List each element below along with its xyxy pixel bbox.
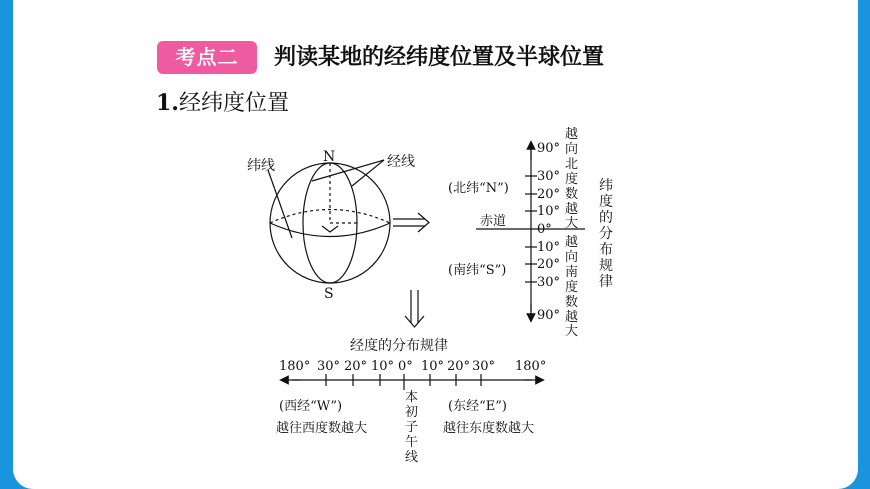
prime-meridian-char: 线 xyxy=(405,450,419,465)
equator-label: 赤道 xyxy=(480,214,507,229)
longitude-scale xyxy=(284,374,540,390)
lat-title-char: 律 xyxy=(599,274,613,290)
lat-title-char: 布 xyxy=(599,242,613,258)
north-rule-text xyxy=(565,126,578,231)
north-rule-char: 数 xyxy=(565,187,579,202)
lat-title-char: 纬 xyxy=(599,178,613,194)
weft-label: 纬线 xyxy=(247,158,275,174)
lat-south-tick-0: 10° xyxy=(537,240,561,255)
south-rule-char: 南 xyxy=(565,265,579,280)
lon-tick-west-180: 180° xyxy=(279,359,311,374)
lon-tick-west-20: 20° xyxy=(344,359,368,374)
section-title: 判读某地的经纬度位置及半球位置 xyxy=(274,45,605,70)
warp-label: 经线 xyxy=(387,154,415,170)
prime-meridian-char: 子 xyxy=(405,420,419,435)
west-hemisphere-label: (西经“W”) xyxy=(279,399,343,414)
lat-title-char: 规 xyxy=(599,258,613,274)
warp-leader-2 xyxy=(352,160,384,186)
latitude-rule-title xyxy=(599,177,613,290)
lat-north-tick-3: 10° xyxy=(537,204,561,219)
lat-south-tick-2: 30° xyxy=(537,275,561,290)
east-rule-text: 越往东度数越大 xyxy=(443,421,535,436)
lon-tick-east-180: 180° xyxy=(515,359,547,374)
north-pole-label: N xyxy=(323,149,336,165)
south-rule-char: 数 xyxy=(565,295,579,310)
lat-zero-tick: 0° xyxy=(537,222,552,237)
north-rule-char: 大 xyxy=(565,216,579,231)
double-arrow-down xyxy=(405,290,424,327)
lat-south-tick-1: 20° xyxy=(537,257,561,272)
west-rule-text: 越往西度数越大 xyxy=(276,421,368,436)
south-rule-char: 大 xyxy=(565,324,579,339)
north-rule-char: 北 xyxy=(565,157,579,172)
prime-meridian-char: 初 xyxy=(405,405,419,420)
east-hemisphere-label: (东经“E”) xyxy=(448,399,507,414)
north-rule-char: 越 xyxy=(565,202,579,217)
section-badge: 考点二 xyxy=(157,41,257,74)
lat-title-char: 分 xyxy=(599,226,613,242)
subtitle-text: 经纬度位置 xyxy=(178,91,289,116)
north-rule-char: 向 xyxy=(565,142,579,157)
lat-north-tick-1: 30° xyxy=(537,169,561,184)
longitude-rule-title: 经度的分布规律 xyxy=(350,338,448,354)
north-rule-char: 越 xyxy=(565,127,579,142)
lon-tick-east-10: 10° xyxy=(421,359,445,374)
prime-meridian-char: 本 xyxy=(405,390,419,405)
lat-north-tick-2: 20° xyxy=(537,187,561,202)
lon-tick-west-30: 30° xyxy=(317,359,341,374)
south-hemisphere-label: (南纬“S”) xyxy=(448,263,507,278)
south-rule-char: 越 xyxy=(565,235,579,250)
globe xyxy=(268,160,390,283)
angle-mark xyxy=(322,226,338,232)
south-pole-label: S xyxy=(324,286,334,302)
north-hemisphere-label: (北纬“N”) xyxy=(448,181,509,196)
prime-meridian-char: 午 xyxy=(405,435,419,450)
subtitle-number: 1. xyxy=(156,90,179,116)
south-rule-text xyxy=(565,234,578,339)
lat-south-tick-3: 90° xyxy=(537,308,561,323)
lon-tick-west-10: 10° xyxy=(371,359,395,374)
double-arrow-right xyxy=(393,213,429,232)
prime-meridian-label xyxy=(405,389,418,465)
lat-title-char: 度 xyxy=(599,194,613,210)
lon-tick-zero: 0° xyxy=(398,359,413,374)
lon-tick-east-20: 20° xyxy=(447,359,471,374)
south-rule-char: 向 xyxy=(565,250,579,265)
lat-title-char: 的 xyxy=(599,210,613,226)
lat-north-tick-0: 90° xyxy=(537,141,561,156)
south-rule-char: 越 xyxy=(565,310,579,325)
lon-tick-east-30: 30° xyxy=(472,359,496,374)
south-rule-char: 度 xyxy=(565,280,579,295)
north-rule-char: 度 xyxy=(565,172,579,187)
